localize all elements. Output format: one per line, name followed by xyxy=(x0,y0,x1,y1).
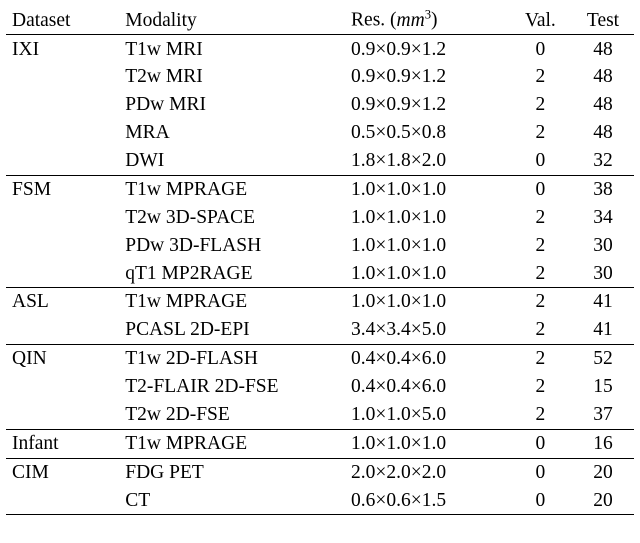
cell-val: 0 xyxy=(535,38,546,60)
cell-resolution: 1.0×1.0×1.0 xyxy=(351,262,447,284)
cell-modality: T2-FLAIR 2D-FSE xyxy=(125,376,279,398)
cell-resolution: 2.0×2.0×2.0 xyxy=(341,458,509,486)
cell-val: 2 xyxy=(535,234,546,256)
cell-test: 48 xyxy=(593,122,613,144)
cell-test: 34 xyxy=(593,206,613,228)
cell-test: 48 xyxy=(593,66,613,88)
cell-test: 37 xyxy=(593,403,613,425)
cell-modality: T1w 2D-FLASH xyxy=(113,345,341,373)
header-resolution-unit xyxy=(396,7,432,31)
table-row xyxy=(6,175,634,203)
cell-val: 2 xyxy=(535,122,546,144)
cell-dataset xyxy=(6,232,113,260)
cell-resolution: 0.9×0.9×1.2 xyxy=(351,38,447,60)
cell-test: 30 xyxy=(593,234,613,256)
cell-dataset xyxy=(6,401,113,429)
cell-val: 2 xyxy=(535,206,546,228)
cell-modality: T2w 2D-FSE xyxy=(125,403,230,425)
cell-dataset: QIN xyxy=(6,345,113,373)
dataset-table xyxy=(6,4,634,515)
cell-test: 38 xyxy=(572,175,634,203)
table-row xyxy=(6,259,634,287)
table-body xyxy=(6,35,634,515)
cell-test: 41 xyxy=(593,319,613,341)
table-row xyxy=(6,91,634,119)
table-row xyxy=(6,63,634,91)
header-resolution-close: ) xyxy=(431,9,438,31)
cell-resolution: 0.5×0.5×0.8 xyxy=(351,122,447,144)
header-test: Test xyxy=(572,4,634,35)
cell-val: 0 xyxy=(509,175,572,203)
cell-dataset: CIM xyxy=(6,458,113,486)
cell-modality: PCASL 2D-EPI xyxy=(125,319,250,341)
cell-val: 2 xyxy=(535,262,546,284)
cell-resolution: 0.4×0.4×6.0 xyxy=(341,345,509,373)
table-row xyxy=(6,345,634,373)
cell-resolution: 0.6×0.6×1.5 xyxy=(341,486,509,514)
table-row xyxy=(6,316,634,344)
table-row xyxy=(6,35,634,63)
table-row xyxy=(6,119,634,147)
cell-dataset xyxy=(6,259,113,287)
cell-modality: T2w MRI xyxy=(125,66,203,88)
cell-modality: T1w MPRAGE xyxy=(113,429,341,458)
cell-resolution: 0.9×0.9×1.2 xyxy=(351,94,447,116)
cell-resolution: 1.8×1.8×2.0 xyxy=(351,150,447,172)
cell-resolution: 1.0×1.0×1.0 xyxy=(341,429,509,458)
cell-dataset xyxy=(6,204,113,232)
cell-modality: T1w MPRAGE xyxy=(113,175,341,203)
table-header xyxy=(6,4,634,35)
cell-modality: T2w 3D-SPACE xyxy=(125,206,256,228)
table-header-row xyxy=(6,4,634,35)
cell-dataset xyxy=(6,63,113,91)
cell-test: 16 xyxy=(572,429,634,458)
cell-val: 2 xyxy=(535,319,546,341)
table-row xyxy=(6,232,634,260)
cell-resolution: 1.0×1.0×1.0 xyxy=(351,234,447,256)
table-row xyxy=(6,458,634,486)
cell-dataset xyxy=(6,91,113,119)
table-row xyxy=(6,204,634,232)
cell-resolution: 3.4×3.4×5.0 xyxy=(351,319,447,341)
table-row xyxy=(6,147,634,175)
table-row xyxy=(6,429,634,458)
cell-val: 2 xyxy=(509,345,572,373)
cell-modality: PDw MRI xyxy=(125,94,206,116)
header-resolution xyxy=(341,4,509,35)
cell-test: 52 xyxy=(572,345,634,373)
cell-resolution: 1.0×1.0×1.0 xyxy=(341,175,509,203)
cell-resolution: 1.0×1.0×5.0 xyxy=(351,403,447,425)
cell-val: 0 xyxy=(509,458,572,486)
cell-dataset xyxy=(6,316,113,344)
header-modality: Modality xyxy=(113,4,341,35)
cell-val: 2 xyxy=(535,94,546,116)
header-dataset: Dataset xyxy=(6,4,113,35)
cell-modality: T1w MPRAGE xyxy=(113,288,341,316)
cell-val: 2 xyxy=(509,288,572,316)
cell-val: 0 xyxy=(509,429,572,458)
cell-test: 20 xyxy=(572,458,634,486)
cell-modality: T1w MRI xyxy=(125,38,203,60)
cell-dataset: IXI xyxy=(12,38,40,60)
table-row xyxy=(6,486,634,514)
cell-test: 41 xyxy=(572,288,634,316)
table-row xyxy=(6,401,634,429)
cell-dataset xyxy=(6,486,113,514)
cell-resolution: 1.0×1.0×1.0 xyxy=(351,206,447,228)
cell-test: 48 xyxy=(593,94,613,116)
cell-dataset: FSM xyxy=(6,175,113,203)
cell-val: 2 xyxy=(535,66,546,88)
cell-resolution: 1.0×1.0×1.0 xyxy=(341,288,509,316)
cell-test: 20 xyxy=(572,486,634,514)
cell-test: 15 xyxy=(593,376,613,398)
cell-dataset: ASL xyxy=(6,288,113,316)
cell-dataset xyxy=(6,147,113,175)
cell-modality: MRA xyxy=(125,122,170,144)
header-resolution-label: Res. ( xyxy=(351,9,397,31)
cell-test: 48 xyxy=(593,38,613,60)
table-row xyxy=(6,373,634,401)
cell-val: 2 xyxy=(535,403,546,425)
cell-modality: FDG PET xyxy=(113,458,341,486)
cell-resolution: 0.4×0.4×6.0 xyxy=(351,376,447,398)
cell-modality: PDw 3D-FLASH xyxy=(125,234,262,256)
cell-modality: DWI xyxy=(125,150,165,172)
cell-resolution: 0.9×0.9×1.2 xyxy=(351,66,447,88)
cell-val: 2 xyxy=(535,376,546,398)
cell-val: 0 xyxy=(509,486,572,514)
header-val: Val. xyxy=(509,4,572,35)
table-row xyxy=(6,288,634,316)
header-resolution-unit-exponent: 3 xyxy=(424,7,432,22)
cell-dataset xyxy=(6,119,113,147)
cell-modality: qT1 MP2RAGE xyxy=(125,262,253,284)
cell-dataset: Infant xyxy=(6,429,113,458)
cell-dataset xyxy=(6,373,113,401)
header-resolution-unit-text: mm xyxy=(396,9,425,31)
cell-val: 0 xyxy=(535,150,546,172)
cell-test: 30 xyxy=(593,262,613,284)
cell-modality: CT xyxy=(113,486,341,514)
cell-test: 32 xyxy=(593,150,613,172)
